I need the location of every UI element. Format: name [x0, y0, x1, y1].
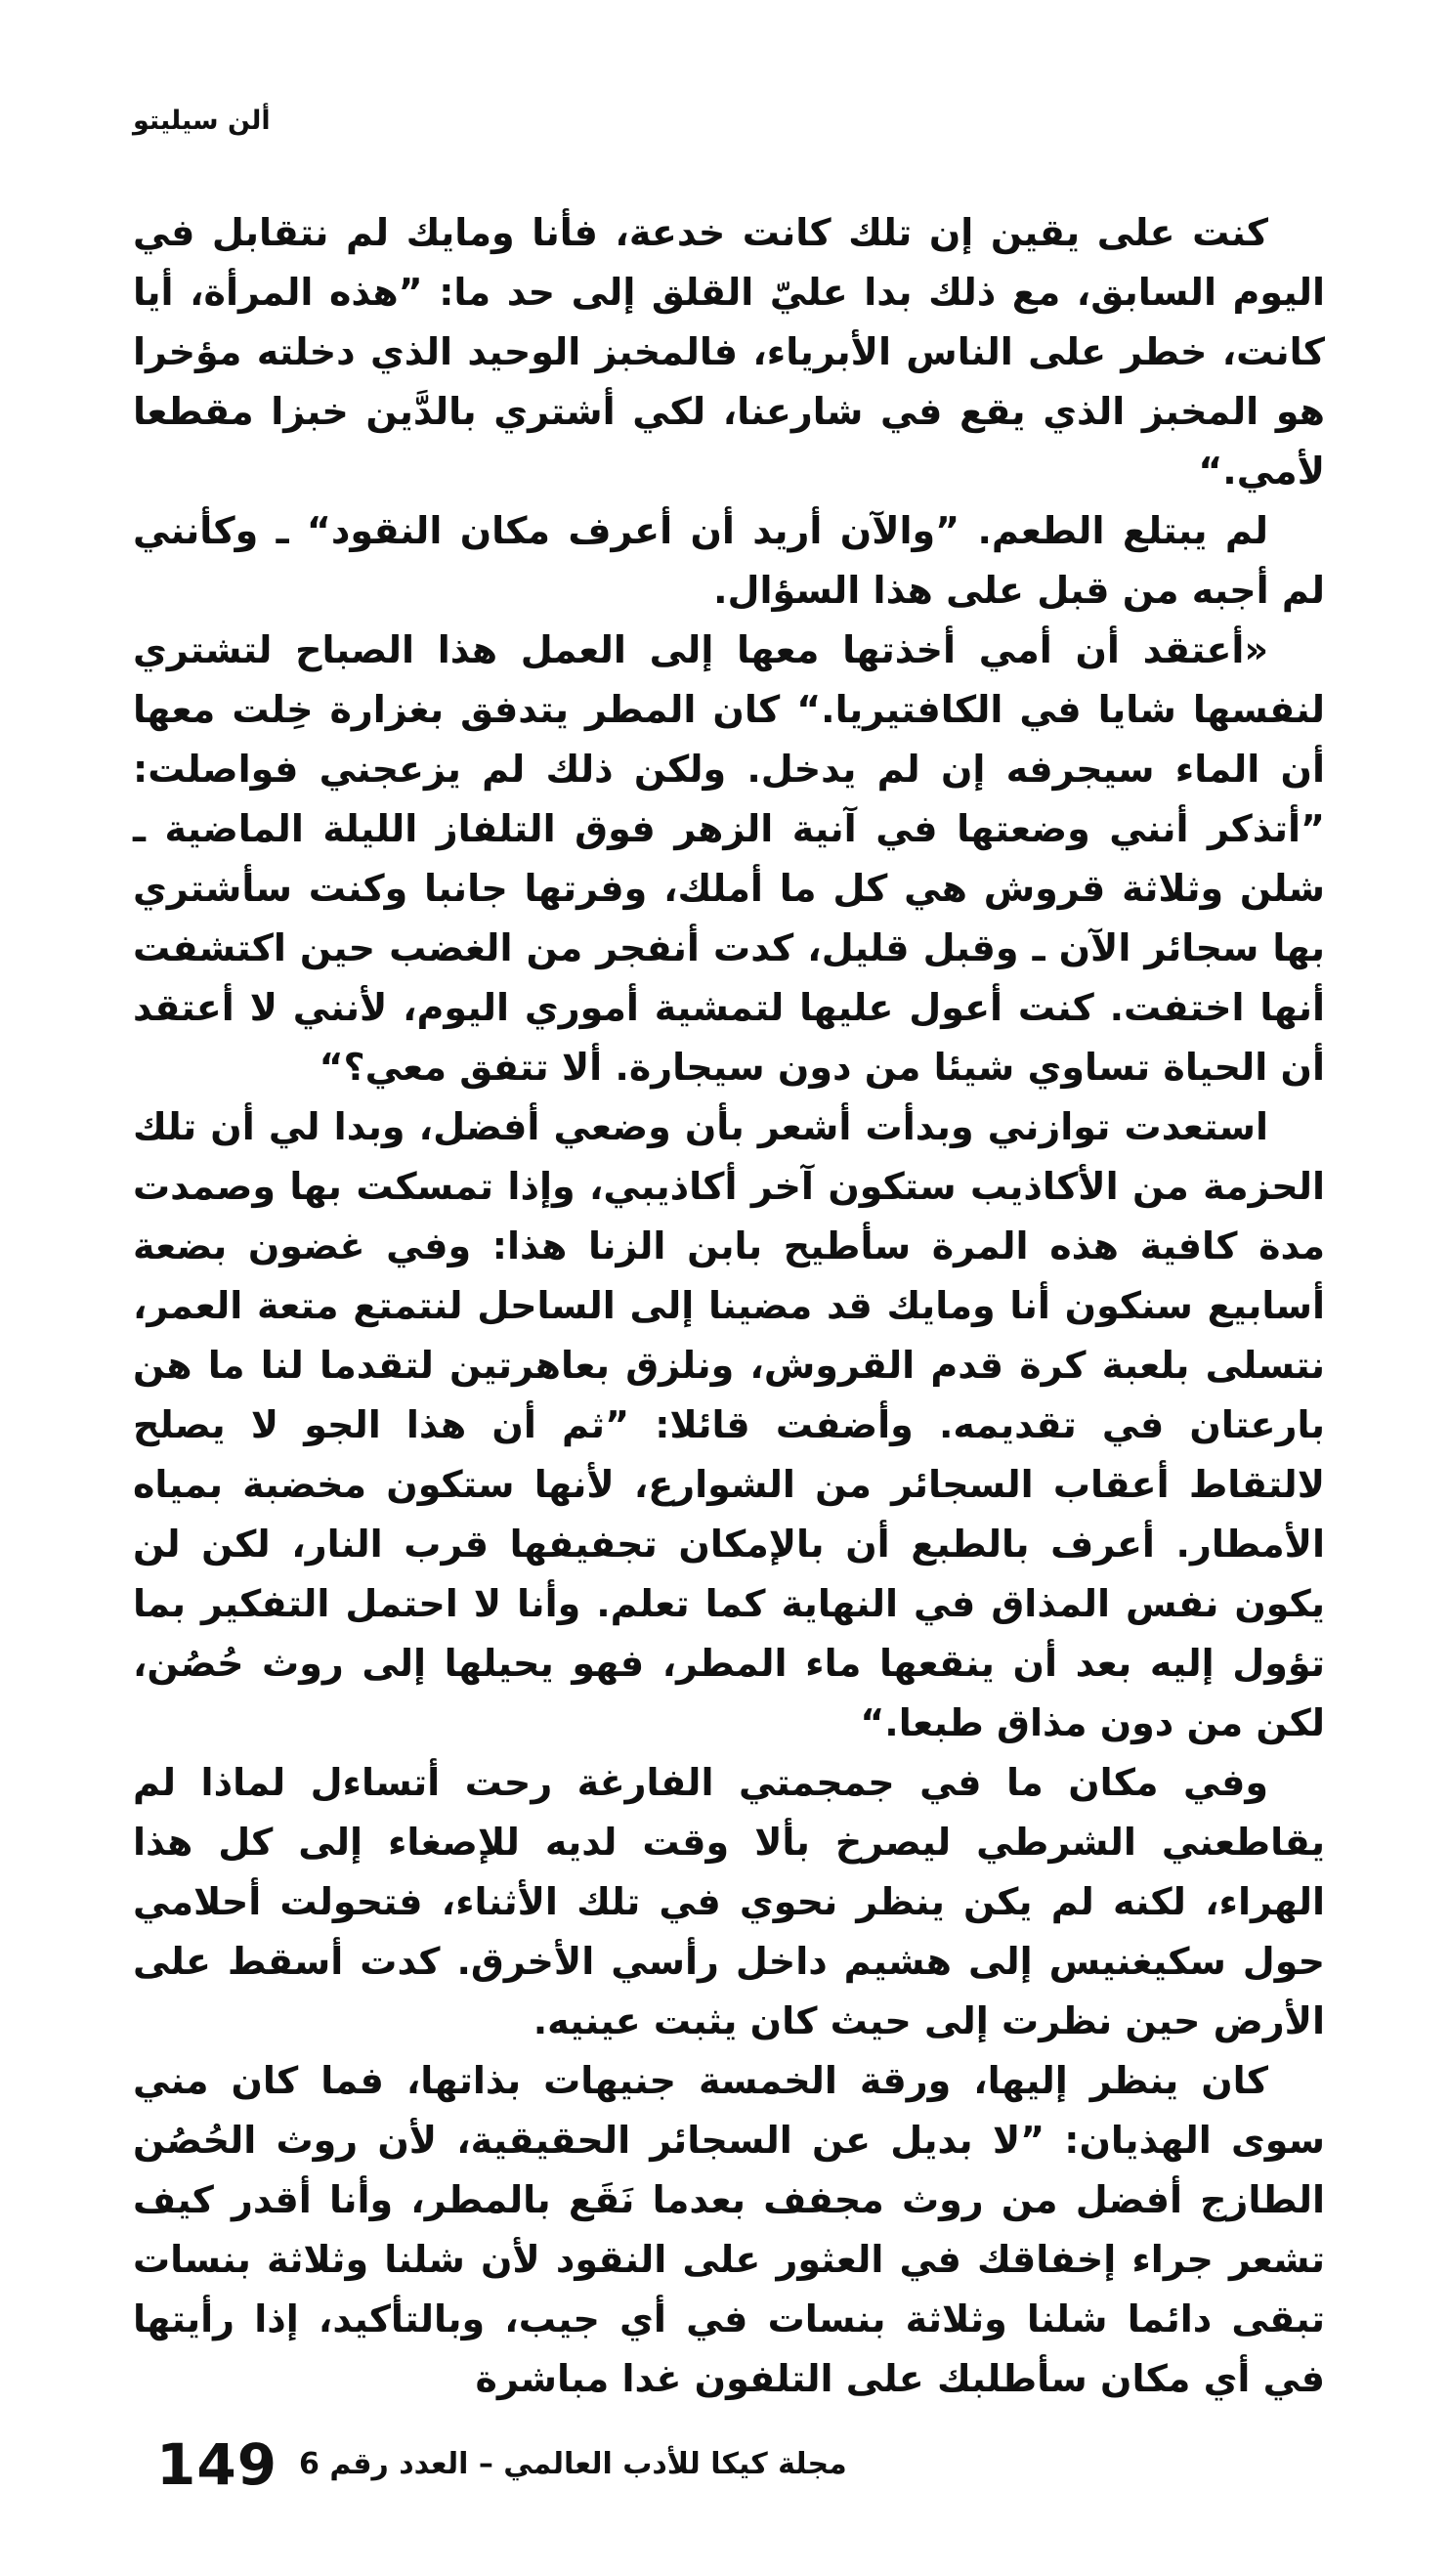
- paragraph: كان ينظر إليها، ورقة الخمسة جنيهات بذاتها، فما كان مني سوى الهذيان: ”لا بديل عن السجائر الحقيقية، لأن روث الحُصُن الطازج أفضل من روث مجفف بعدما نَقَع بالمطر، وأنا أقدر كيف تشعر جراء إخفاقك في العثور على النقود لأن شلنا وثلاثة بنسات تبقى دائما شلنا وثلاثة بنسات في أي جيب، وبالتأكيد، إذا رأيتها في أي مكان سأطلبك على التلفون غدا مباشرة: [133, 2059, 1325, 2400]
- paragraph: «أعتقد أن أمي أخذتها معها إلى العمل هذا الصباح لتشتري لنفسها شايا في الكافتيريا.“ كان المطر يتدفق بغزارة خِلت معها أن الماء سيجرفه إن لم يدخل. ولكن ذلك لم يزعجني فواصلت: ”أتذكر أنني وضعتها في آنية الزهر فوق التلفاز الليلة الماضية ـ شلن وثلاثة قروش هي كل ما أملك، وفرتها جانبا وكنت سأشتري بها سجائر الآن ـ وقبل قليل، كدت أنفجر من الغضب حين اكتشفت أنها اختفت. كنت أعول عليها لتمشية أموري اليوم، لأنني لا أعتقد أن الحياة تساوي شيئا من دون سيجارة. ألا تتفق معي؟“: [133, 628, 1325, 1089]
- paragraph: لم يبتلع الطعم. ”والآن أريد أن أعرف مكان النقود“ ـ وكأنني لم أجبه من قبل على هذا السؤال.: [133, 509, 1325, 612]
- paragraph: وفي مكان ما في جمجمتي الفارغة رحت أتساءل لماذا لم يقاطعني الشرطي ليصرخ بألا وقت لديه للإصغاء إلى كل هذا الهراء، لكنه لم يكن ينظر نحوي في تلك الأثناء، فتحولت أحلامي حول سكيغنيس إلى هشيم داخل رأسي الأخرق. كدت أسقط على الأرض حين نظرت إلى حيث كان يثبت عينيه.: [133, 1761, 1325, 2042]
- paragraph: استعدت توازني وبدأت أشعر بأن وضعي أفضل، وبدا لي أن تلك الحزمة من الأكاذيب ستكون آخر أكاذيبي، وإذا تمسكت بها وصمدت مدة كافية هذه المرة سأطيح بابن الزنا هذا: وفي غضون بضعة أسابيع سنكون أنا ومايك قد مضينا إلى الساحل لنتمتع متعة العمر، نتسلى بلعبة كرة قدم القروش، ونلزق بعاهرتين لتقدما لنا ما هن بارعتان في تقديمه. وأضفت قائلا: ”ثم أن هذا الجو لا يصلح لالتقاط أعقاب السجائر من الشوارع، لأنها ستكون مخضبة بمياه الأمطار. أعرف بالطبع أن بالإمكان تجفيفها قرب النار، لكن لن يكون نفس المذاق في النهاية كما تعلم. وأنا لا احتمل التفكير بما تؤول إليه بعد أن ينقعها ماء المطر، فهو يحيلها إلى روث حُصُن، لكن من دون مذاق طبعا.“: [133, 1105, 1325, 1744]
- paragraph: كنت على يقين إن تلك كانت خدعة، فأنا ومايك لم نتقابل في اليوم السابق، مع ذلك بدا عليّ القلق إلى حد ما: ”هذه المرأة، أيا كانت، خطر على الناس الأبرياء، فالمخبز الوحيد الذي دخلته مؤخرا هو المخبز الذي يقع في شارعنا، لكي أشتري بالدَّين خبزا مقطعا لأمي.“: [133, 211, 1325, 493]
- body-text: [133, 203, 1325, 2409]
- running-head-author: ألن سيليتو: [133, 106, 271, 136]
- page-number: 149: [156, 2431, 278, 2498]
- journal-name: مجلة كيكا للأدب العالمي – العدد رقم 6: [299, 2447, 847, 2481]
- page-footer: [156, 2431, 847, 2510]
